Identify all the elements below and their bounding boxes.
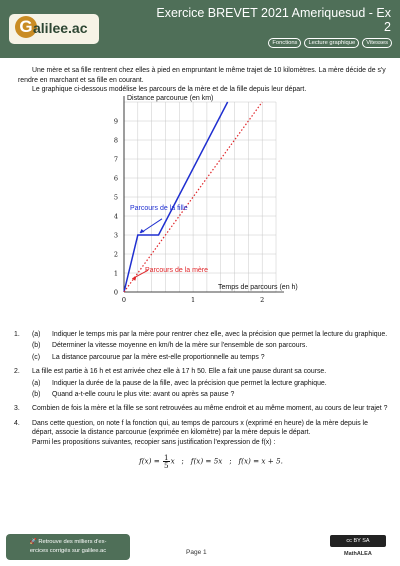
license-badge[interactable]: cc BY SA: [330, 535, 386, 547]
promo-banner[interactable]: [6, 534, 130, 560]
page-number: Page 1: [186, 549, 207, 556]
y-tick-label: 2: [113, 250, 118, 259]
question-2b: (b) Quand a-t-elle couru le plus vite: avant ou après sa pause ?: [32, 391, 235, 399]
arrow-fille: [141, 219, 162, 233]
logo-mark-icon: G: [15, 16, 37, 38]
questions-list: [14, 328, 390, 474]
question-4: [14, 419, 390, 469]
question-1a: (a) Indiquer le temps mis par la mère pour rentrer chez elle, avec la précision que permet la lecture du graphique.: [32, 331, 388, 338]
tag-fonctions[interactable]: Fonctions: [268, 38, 301, 48]
formula-separator: ;: [181, 456, 184, 466]
promo-line-1: 🚀 Retrouve des milliers d'ex-: [29, 539, 107, 545]
y-tick-label: 0: [113, 288, 118, 297]
formula-2: f(x) = 5x: [190, 456, 223, 466]
x-tick-label: 0: [121, 296, 127, 304]
logo-text: alilee.ac: [33, 20, 88, 36]
x-tick-label: 2: [260, 296, 265, 304]
question-number: 1.: [14, 331, 20, 338]
question-2-text: La fille est partie à 16 h et est arrivée chez elle à 17 h 50. Elle a fait une pause durant sa course.: [32, 368, 327, 376]
question-1: [14, 330, 390, 362]
intro-paragraph-2: Le graphique ci-dessous modélise les parcours de la mère et de la fille depuis leur départ.: [32, 86, 307, 94]
promo-line-2: ercices corrigés sur galilee.ac: [29, 548, 107, 554]
question-4-text-2: Parmi les propositions suivantes, recopier sans justification l'expression de f(x) :: [32, 438, 276, 446]
formula-1-left: f(x) =: [139, 456, 163, 466]
formula-separator: ;: [229, 456, 232, 466]
tag-lecture-graphique[interactable]: Lecture graphique: [304, 38, 359, 48]
x-axis-label: Temps de parcours (en h): [218, 284, 298, 291]
y-axis-label: Distance parcourue (en km): [127, 95, 214, 102]
chart-grid: [124, 102, 276, 292]
mathalea-brand: MathALEA: [344, 551, 372, 557]
y-tick-label: 5: [113, 193, 118, 202]
formula-options: [32, 454, 390, 469]
y-tick-label: 4: [113, 212, 118, 221]
y-tick-label: 9: [113, 117, 118, 126]
intro-paragraph-1: Une mère et sa fille rentrent chez elles à pied en empruntant le même trajet de 10 kilomètres. La mère décide de s'y rendre en marchant et sa fille en courant.: [18, 67, 386, 84]
formula-3: f(x) = x + 5.: [238, 456, 283, 466]
exercise-title: Exercice BREVET 2021 Ameriquesud - Ex 2: [156, 6, 391, 34]
formula-1-right: x: [170, 456, 175, 466]
question-4-text: Dans cette question, on note f la fonction qui, au temps de parcours x (exprimé en heure) de la mère depuis le départ, associe la distance parcourue (exprimée en kilomètre) par la mère depuis le départ.: [32, 419, 368, 437]
question-1c: (c) La distance parcourue par la mère est-elle proportionnelle au temps ?: [32, 353, 265, 361]
question-number: 3.: [14, 405, 20, 413]
question-2a: (a) Indiquer la durée de la pause de la fille, avec la précision que permet la lecture graphique.: [32, 379, 327, 387]
tag-vitesses[interactable]: Vitesses: [362, 38, 392, 48]
y-tick-label: 1: [113, 269, 118, 278]
x-tick-label: 1: [191, 296, 196, 304]
question-2: [14, 367, 390, 399]
series-label-mere: Parcours de la mère: [145, 267, 209, 274]
question-3: [14, 404, 390, 413]
formula-1-fraction: $\frac{1}{5}$: [164, 453, 169, 471]
y-tick-label: 3: [113, 231, 118, 240]
y-tick-label: 6: [113, 174, 118, 183]
y-tick-label: 8: [113, 136, 118, 145]
y-tick-label: 7: [113, 155, 118, 164]
series-label-fille: Parcours de la fille: [130, 205, 188, 212]
question-1b: (b) Déterminer la vitesse moyenne en km/h de la mère sur l'ensemble de son parcours.: [32, 342, 308, 350]
question-number: 2.: [14, 368, 20, 376]
question-3-text: Combien de fois la mère et la fille se sont retrouvées au même endroit et au même moment, au cours de leur trajet ?: [32, 405, 388, 413]
question-number: 4.: [14, 419, 20, 427]
chart-labels: [127, 95, 298, 291]
